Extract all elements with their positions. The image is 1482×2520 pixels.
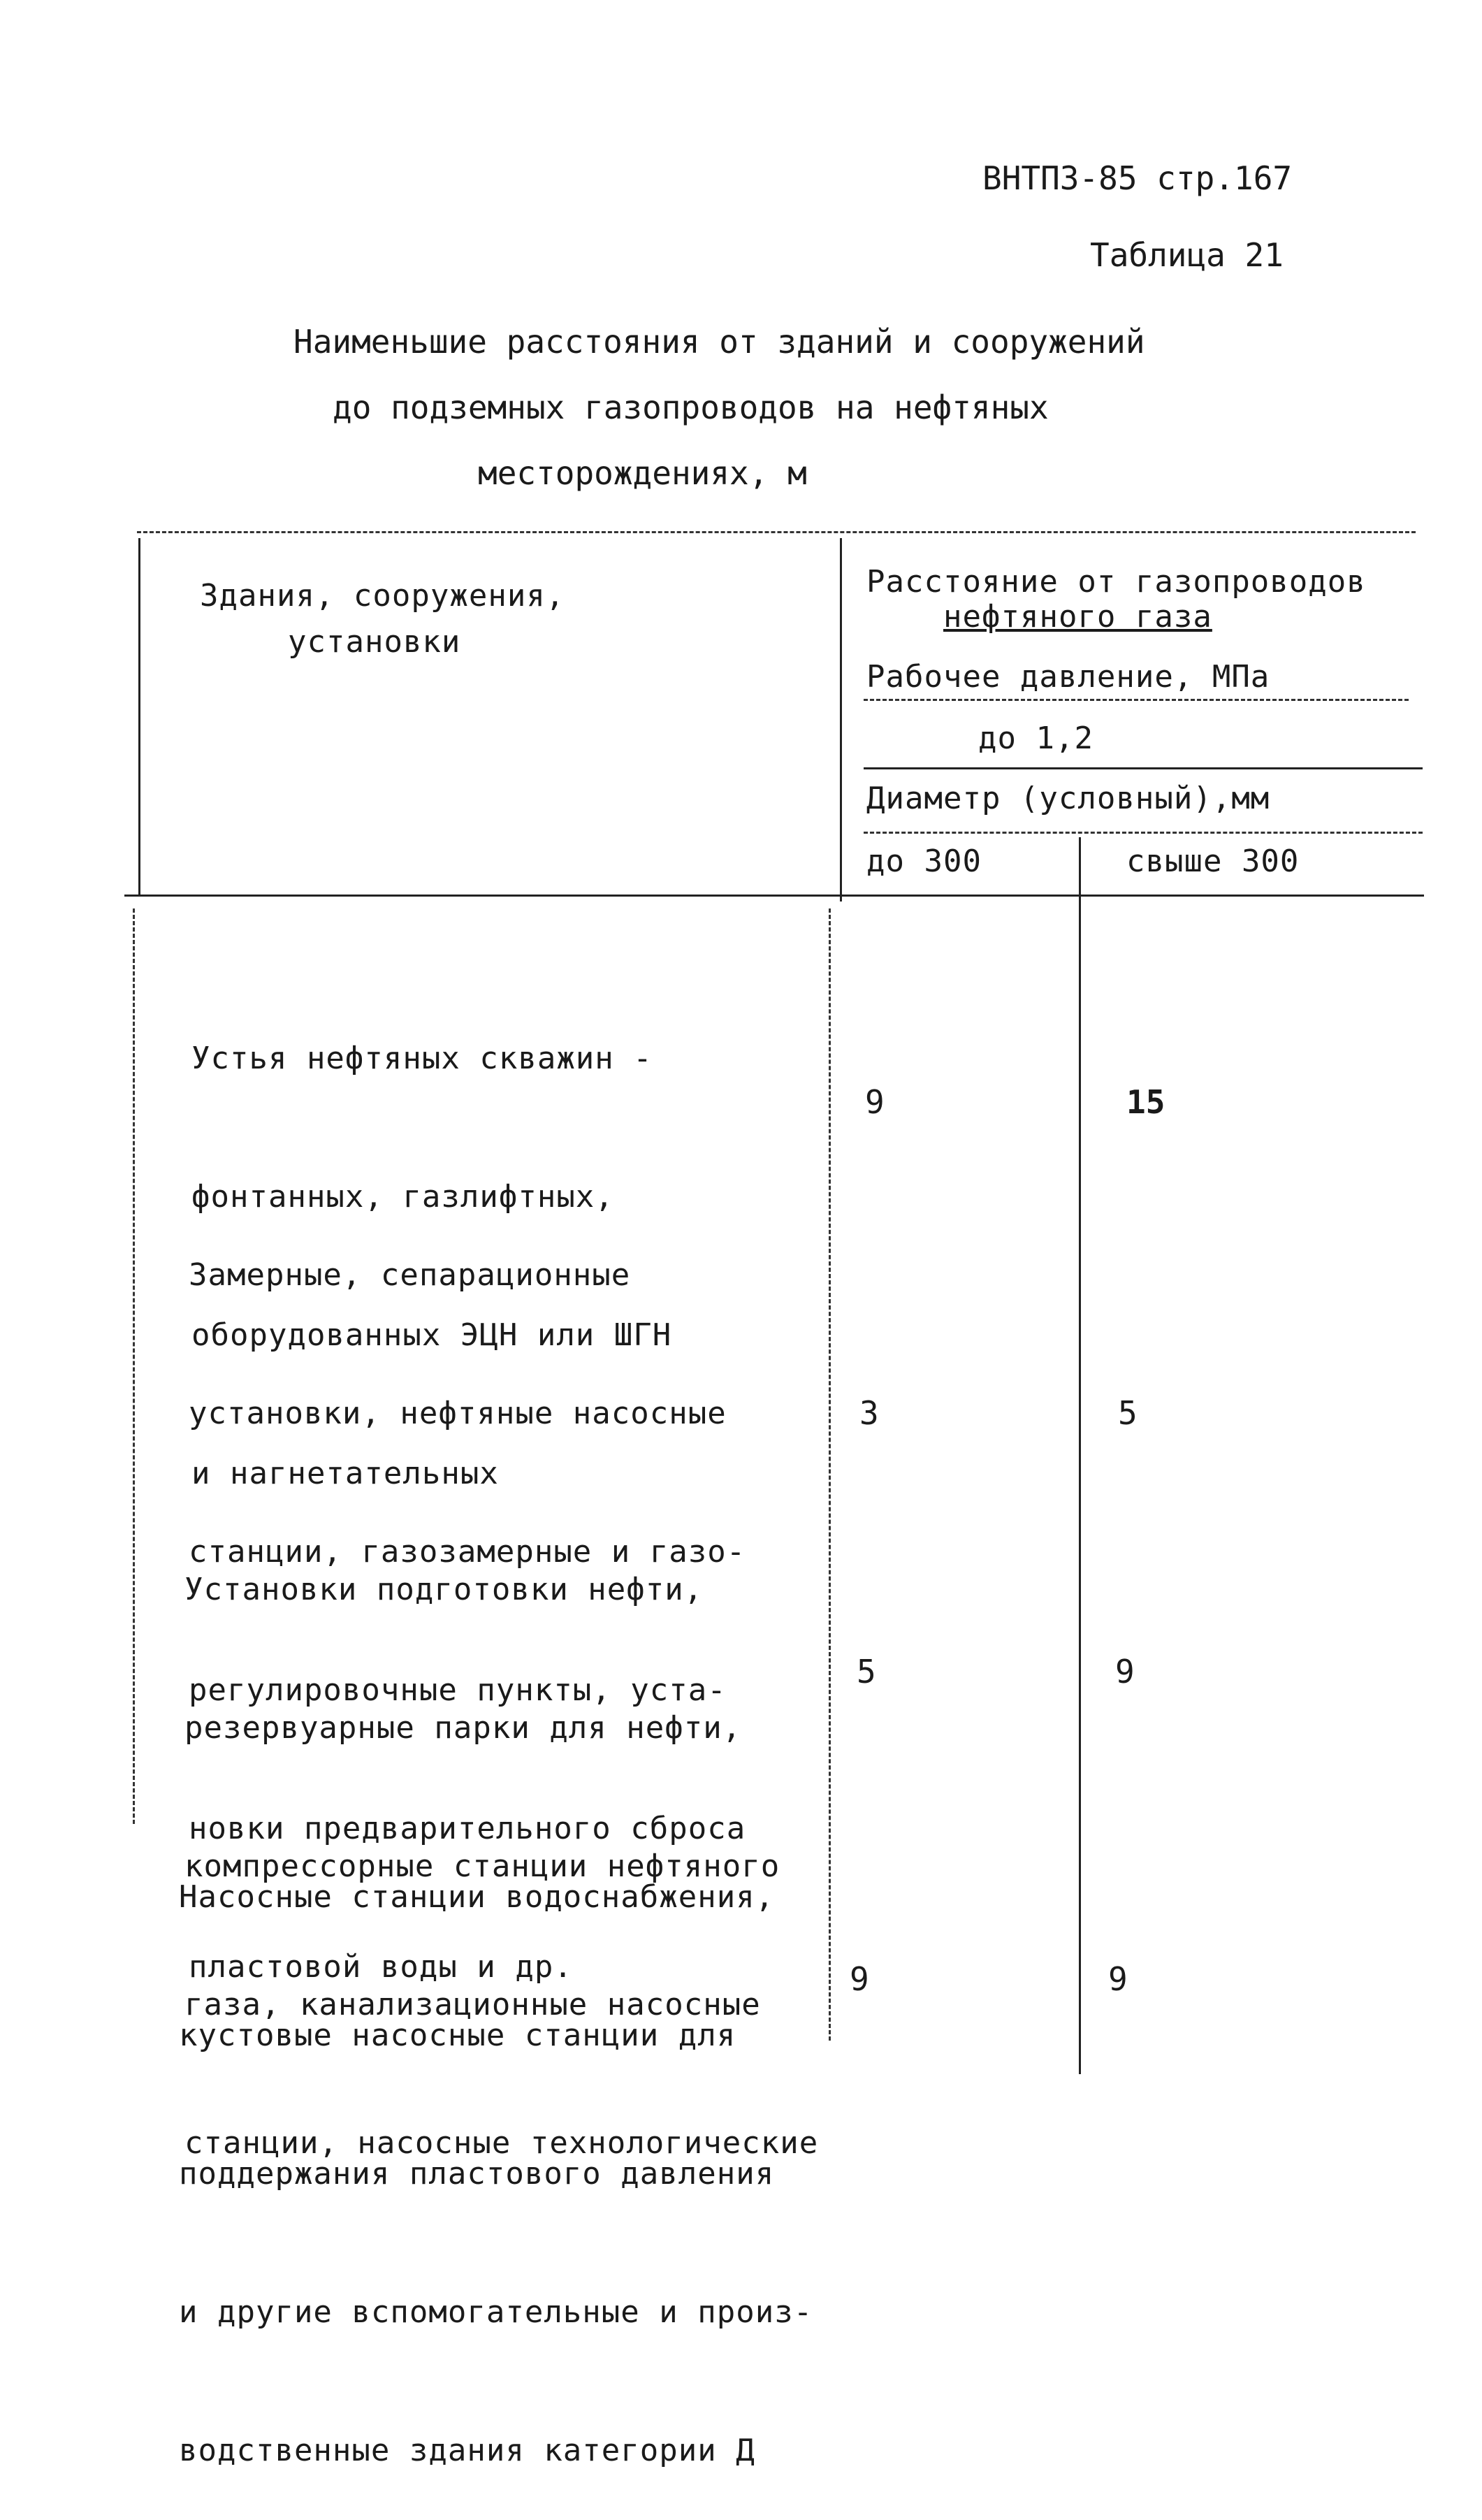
diameter-header: Диаметр (условный),мм [866, 781, 1270, 816]
subcolumn-header-1: до 300 [866, 843, 982, 879]
subcolumn-divider [1079, 837, 1081, 2074]
table-row-2-label: Замерные, сепарационные установки, нефтяные насосные станции, газозамерные и газо- регулировочные пункты, уста- новки предварительного сброса пластовой воды и др. [189, 1257, 746, 1985]
table-row-3-label: Установки подготовки нефти, резервуарные парки для нефти, компрессорные станции нефтяного газа, канализационные насосные станции, насосные технологические [184, 1572, 819, 2161]
table-row-2-value-1: 3 [859, 1394, 879, 1432]
table-row-3-value-2: 9 [1115, 1653, 1135, 1690]
table-row-1-value-1: 9 [865, 1083, 885, 1121]
table-left-border [138, 538, 140, 895]
table-row-1-value-2: 15 [1126, 1083, 1165, 1121]
subcolumn-header-2: свыше 300 [1126, 843, 1300, 879]
pressure-value: до 1,2 [978, 720, 1094, 756]
table-row-4-label: Насосные станции водоснабжения, кустовые насосные станции для поддержания пластового давления и другие вспомогательные и произ- водственные здания категории Д [179, 1879, 813, 2468]
distance-header-line-1: Расстояние от газопроводов [866, 564, 1366, 600]
table-row-4-value-2: 9 [1108, 1960, 1128, 1998]
table-title-line-2: до подземных газопроводов на нефтяных [333, 389, 1049, 426]
table-title-line-1: Наименьшие расстояния от зданий и сооружений [293, 323, 1145, 361]
col1-header-line-1: Здания, сооружения, [200, 578, 565, 614]
table-row-2-value-2: 5 [1118, 1394, 1138, 1432]
column-divider-header [840, 538, 842, 901]
table-row-4-value-1: 9 [850, 1960, 869, 1998]
distance-header-line-2: нефтяного газа [943, 599, 1212, 635]
table-title-line-3: месторождениях, м [478, 454, 807, 492]
header-bottom-border [124, 895, 1424, 897]
column-divider-body [829, 908, 831, 2041]
table-left-border-lower [133, 908, 135, 1824]
table-row-1-label: Устья нефтяных скважин - фонтанных, газлифтных, оборудованных ЭЦН или ШГН и нагнетательных [191, 1041, 672, 1491]
header-divider-3 [864, 832, 1423, 834]
table-top-border [137, 531, 1416, 533]
table-row-3-value-1: 5 [857, 1653, 876, 1690]
header-divider-2 [864, 767, 1423, 769]
col1-header-line-2: установки [288, 624, 461, 660]
pressure-header: Рабочее давление, МПа [866, 659, 1270, 695]
table-number-label: Таблица 21 [1090, 236, 1284, 274]
document-reference: ВНТП3-85 стр.167 [982, 159, 1293, 197]
